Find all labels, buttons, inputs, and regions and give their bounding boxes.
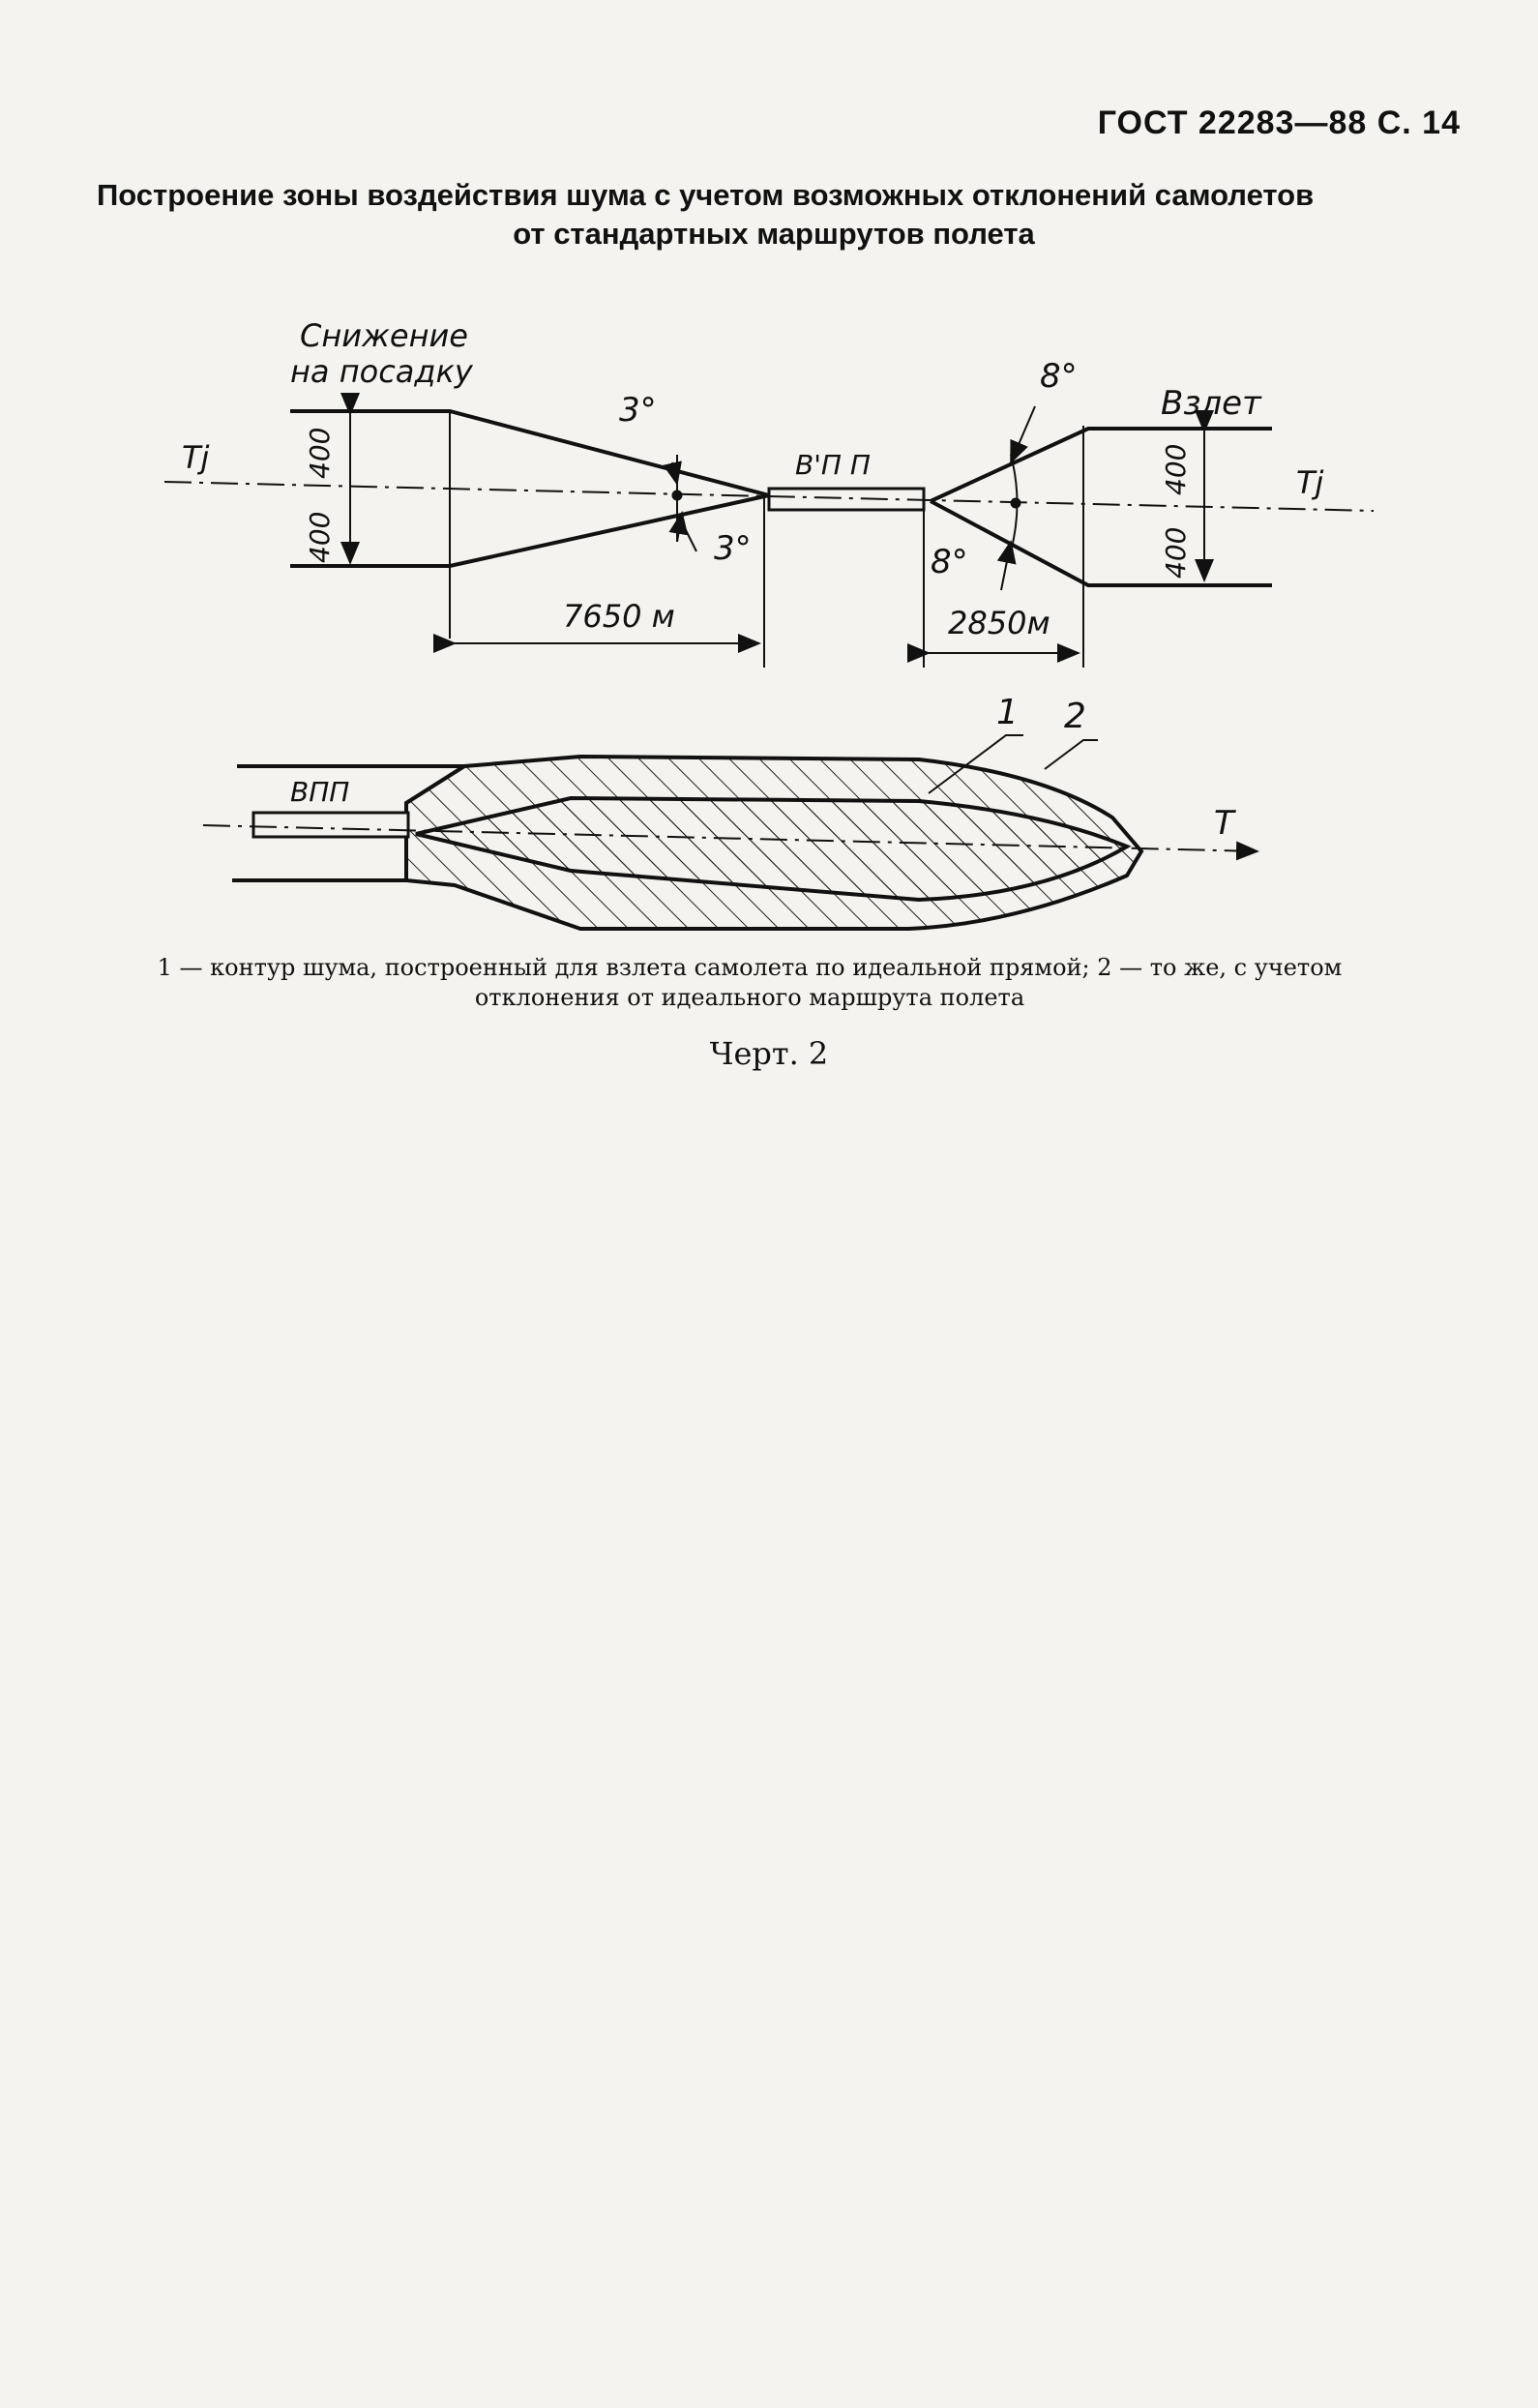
label-contour-2: 2 [1064,697,1086,736]
label-landing-line2: на посадку [290,353,473,390]
label-dim-right-lower: 400 [1160,526,1192,579]
takeoff-corridor-upper [931,429,1272,501]
label-dist-landing: 7650 м [563,598,675,635]
label-dim-left-lower: 400 [304,511,336,563]
landing-corridor-upper [290,411,769,495]
noise-contour-scheme [203,735,1257,929]
runway-rect [769,489,924,510]
label-track-right: Tj [1296,464,1324,501]
label-dim-left-upper: 400 [304,427,336,479]
label-track-bottom: T [1214,804,1234,843]
label-dim-right-upper: 400 [1160,443,1192,495]
figure-title-line-2: от стандартных маршрутов полета [513,217,1035,251]
label-angle-8-bottom: 8° [931,543,968,581]
label-angle-3-bottom: 3° [714,529,752,568]
label-track-left: Tj [182,439,210,476]
label-runway-top: В'П П [795,449,871,481]
landing-corridor-lower [290,495,769,566]
figure-title-line-1: Построение зоны воздействия шума с учетом возможных отклонений самолетов [97,178,1315,212]
label-runway-bottom: ВПП [290,776,350,808]
label-takeoff: Взлет [1161,384,1261,423]
takeoff-corridor-lower [931,501,1272,585]
label-landing-line1: Снижение [300,317,468,354]
document-header: ГОСТ 22283—88 С. 14 [1097,104,1461,141]
runway-bottom-rect [253,813,408,837]
flight-routes-scheme [164,406,1374,668]
label-dist-takeoff: 2850м [948,605,1050,641]
label-angle-8-top: 8° [1040,357,1078,396]
figure-number: Черт. 2 [709,1035,829,1072]
noise-zone-diagram [0,0,1538,1026]
label-angle-3-top: 3° [619,391,657,430]
figure-caption: 1 — контур шума, построенный для взлета самолета по идеальной прямой; 2 — то же, с учетом отклонения от идеального маршрута полета [157,954,1343,1011]
label-contour-1: 1 [996,693,1019,732]
